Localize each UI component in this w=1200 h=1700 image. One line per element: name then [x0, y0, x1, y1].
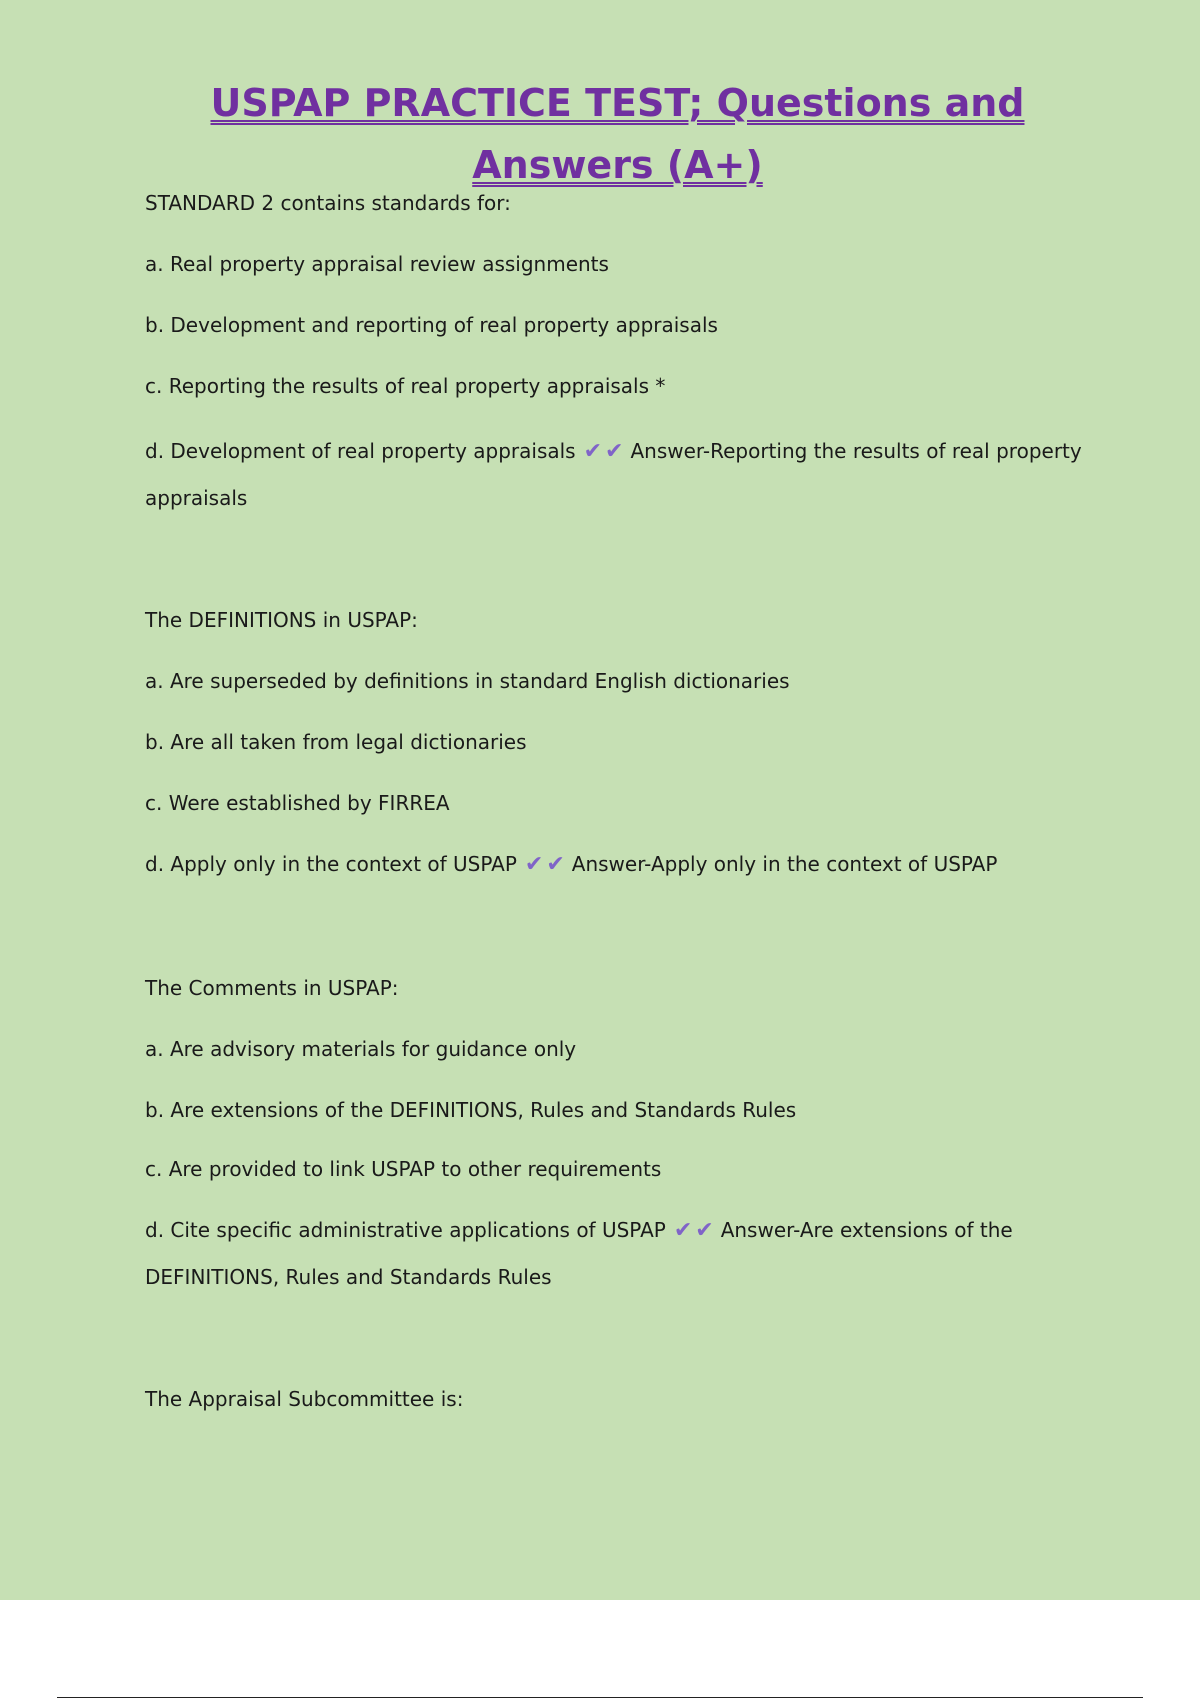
question-3-option-b: b. Are extensions of the DEFINITIONS, Rules and Standards Rules — [145, 1098, 797, 1122]
question-2-prompt: The DEFINITIONS in USPAP: — [145, 608, 418, 632]
answer-text: Answer-Are extensions of the DEFINITIONS, Rules and Standards Rules — [145, 1218, 1013, 1289]
question-3-option-d — [145, 1207, 1090, 1300]
check-icon: ✔✔ — [524, 852, 568, 877]
check-icon: ✔✔ — [673, 1218, 717, 1243]
question-1-option-c: c. Reporting the results of real property appraisals * — [145, 374, 666, 398]
footer-divider — [57, 1697, 1143, 1698]
option-d-text: d. Development of real property appraisals — [145, 439, 576, 463]
question-3-prompt: The Comments in USPAP: — [145, 976, 399, 1000]
question-1-option-d — [145, 428, 1090, 521]
question-1-prompt: STANDARD 2 contains standards for: — [145, 191, 511, 215]
document-title: USPAP PRACTICE TEST; Questions and Answers (A+) — [210, 81, 1025, 187]
check-icon: ✔✔ — [583, 439, 627, 464]
question-2-option-c: c. Were established by FIRREA — [145, 791, 450, 815]
answer-text: Answer-Apply only in the context of USPAP — [571, 852, 998, 876]
question-1-option-b: b. Development and reporting of real property appraisals — [145, 313, 718, 337]
question-2-option-d — [145, 852, 997, 877]
question-1-option-a: a. Real property appraisal review assignments — [145, 252, 609, 276]
option-d-text: d. Apply only in the context of USPAP — [145, 852, 517, 876]
question-3-option-a: a. Are advisory materials for guidance only — [145, 1037, 577, 1061]
question-2-option-a: a. Are superseded by definitions in standard English dictionaries — [145, 669, 790, 693]
question-3-option-c: c. Are provided to link USPAP to other requirements — [145, 1157, 662, 1181]
option-d-text: d. Cite specific administrative applications of USPAP — [145, 1218, 666, 1242]
question-4-prompt: The Appraisal Subcommittee is: — [145, 1387, 464, 1411]
answer-text: Answer-Reporting the results of real property appraisals — [145, 439, 1082, 510]
question-2-option-b: b. Are all taken from legal dictionaries — [145, 730, 527, 754]
